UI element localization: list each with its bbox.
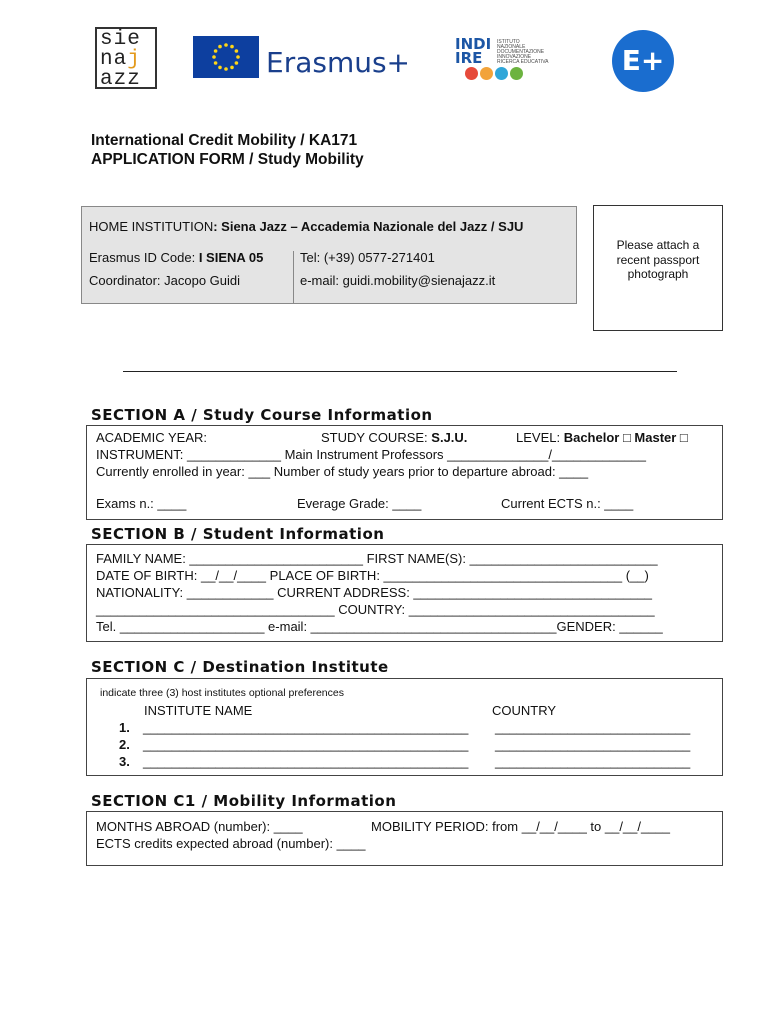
institute-2-field[interactable]: _____________________________________________ xyxy=(143,737,469,752)
section-c-hint: indicate three (3) host institutes optional preferences xyxy=(100,687,344,699)
academic-year-field[interactable]: ACADEMIC YEAR: xyxy=(96,430,208,445)
instrument-field[interactable]: INSTRUMENT: _____________ Main Instrument Professors ______________/_____________ xyxy=(96,447,646,462)
section-c-title: SECTION C / Destination Institute xyxy=(91,658,389,676)
months-abroad-field[interactable]: MONTHS ABROAD (number): ____ xyxy=(96,819,303,834)
siena-jazz-logo: sie naj azz xyxy=(95,27,157,89)
country-3-field[interactable]: ___________________________ xyxy=(495,754,691,769)
exams-field[interactable]: Exams n.: ____ xyxy=(96,496,187,511)
e-plus-logo: E+ xyxy=(612,30,674,92)
separator-line xyxy=(123,371,677,372)
home-email: e-mail: guidi.mobility@sienajazz.it xyxy=(300,273,496,288)
ects-expected-field[interactable]: ECTS credits expected abroad (number): ____ xyxy=(96,836,366,851)
erasmus-plus-logo: Erasmus+ xyxy=(266,46,411,79)
section-b-box xyxy=(86,544,723,642)
row-number: 3. xyxy=(119,754,130,769)
section-a-title: SECTION A / Study Course Information xyxy=(91,406,433,424)
home-tel: Tel: (+39) 0577-271401 xyxy=(300,250,435,265)
country-1-field[interactable]: ___________________________ xyxy=(495,720,691,735)
name-fields[interactable]: FAMILY NAME: ________________________ FIRST NAME(S): __________________________ xyxy=(96,551,658,566)
col-institute-name: INSTITUTE NAME xyxy=(144,703,253,718)
ects-field[interactable]: Current ECTS n.: ____ xyxy=(501,496,634,511)
grade-field[interactable]: Everage Grade: ____ xyxy=(297,496,422,511)
mobility-period-field[interactable]: MOBILITY PERIOD: from __/__/____ to __/__/____ xyxy=(371,819,670,834)
photo-box[interactable]: Please attach a recent passport photograph xyxy=(593,205,723,331)
indire-logo: INDI IRE ISTITUTO NAZIONALE DOCUMENTAZIONE INNOVAZIONE RICERCA EDUCATIVA xyxy=(455,37,565,81)
country-2-field[interactable]: ___________________________ xyxy=(495,737,691,752)
level-field[interactable]: LEVEL: Bachelor □ Master □ xyxy=(516,430,688,445)
nationality-address-fields[interactable]: NATIONALITY: ____________ CURRENT ADDRESS: _________________________________ xyxy=(96,585,653,600)
coordinator: Coordinator: Jacopo Guidi xyxy=(89,273,241,288)
section-c-box xyxy=(86,678,723,776)
study-course-field: STUDY COURSE: S.J.U. xyxy=(321,430,468,445)
section-b-title: SECTION B / Student Information xyxy=(91,525,385,543)
erasmus-id: Erasmus ID Code: I SIENA 05 xyxy=(89,250,264,265)
col-country: COUNTRY xyxy=(492,703,557,718)
enrolled-year-field[interactable]: Currently enrolled in year: ___ Number of study years prior to departure abroad: ____ xyxy=(96,464,589,479)
page-title: International Credit Mobility / KA171 APPLICATION FORM / Study Mobility xyxy=(91,132,364,168)
row-number: 1. xyxy=(119,720,130,735)
address-country-fields[interactable]: _________________________________ COUNTRY: __________________________________ xyxy=(96,602,655,617)
row-number: 2. xyxy=(119,737,130,752)
institute-3-field[interactable]: _____________________________________________ xyxy=(143,754,469,769)
home-institution-box xyxy=(81,206,577,304)
home-institution-line: HOME INSTITUTION: Siena Jazz – Accademia Nazionale del Jazz / SJU xyxy=(89,219,524,234)
section-a-box xyxy=(86,425,723,520)
eu-flag-icon xyxy=(193,36,259,78)
contact-gender-fields[interactable]: Tel. ____________________ e-mail: __________________________________GENDER: ______ xyxy=(96,619,663,634)
section-c1-title: SECTION C1 / Mobility Information xyxy=(91,792,397,810)
institute-1-field[interactable]: _____________________________________________ xyxy=(143,720,469,735)
birth-fields[interactable]: DATE OF BIRTH: __/__/____ PLACE OF BIRTH: _________________________________ (__) xyxy=(96,568,649,583)
divider xyxy=(293,251,294,304)
section-c1-box xyxy=(86,811,723,866)
